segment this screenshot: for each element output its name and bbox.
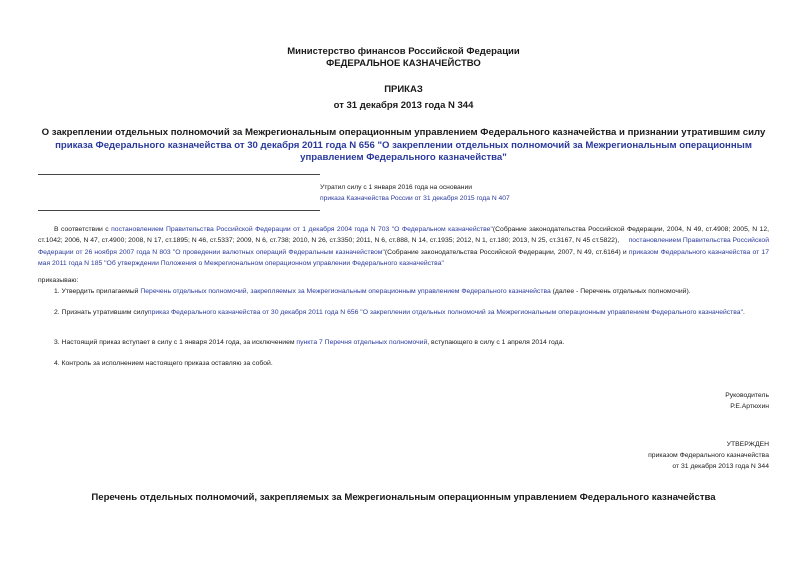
preamble-text-3: (Собрание законодательства Российской Федерации, 2007, N 49, ст.6164) и <box>384 248 629 256</box>
approval-label: УТВЕРЖДЕН <box>726 441 769 448</box>
order-word: приказываю: <box>38 277 79 284</box>
treasury-order-185-link[interactable]: приказом Федерального казначейства от 17 мая 2011 года N 185 "Об утверждении Положения о Межрегиональном операционном управлении Федерального казначейства" <box>38 248 769 267</box>
item-2-text: 2. Признать утратившим силу <box>54 309 148 316</box>
document-title <box>40 127 767 165</box>
item-2 <box>38 307 769 318</box>
annulment-note: Утратил силу с 1 января 2016 года на основании <box>320 184 472 191</box>
item-2-text-end: . <box>743 309 745 316</box>
powers-list-link[interactable]: Перечень отдельных полномочий, закрепляемых за Межрегиональным операционным управлением Федерального казначейства <box>140 288 551 295</box>
preamble-text-2: (Собрание законодательства Российской Федерации, 2004, N 49, ст.4908; 2005, N 12, ст.1042; 2006, N 47, ст.4900; 2008, N 17, ст.1895; N 46, ст.5337; 2009, N 6, ст.738; 2010, N 26, ст.3350; 2011, N 6, ст.888, N 14, ст.1935; 2012, N 1, ст.180; 2013, N 25, ст.3167, N 45 ст.5822), <box>38 226 769 245</box>
preamble-text-1: В соответствии с <box>54 226 112 233</box>
signature-name: Р.Е.Артюхин <box>730 403 769 410</box>
item-4: 4. Контроль за исполнением настоящего приказа оставляю за собой. <box>54 360 273 367</box>
item-1-text: 1. Утвердить прилагаемый <box>54 288 141 295</box>
approval-by: приказом Федерального казначейства <box>648 452 769 459</box>
item-7-link[interactable]: пункта 7 Перечня отдельных полномочий <box>296 339 428 346</box>
ministry-name: Министерство финансов Российской Федерации <box>287 46 520 57</box>
divider-top <box>38 174 320 175</box>
title-annulled-order-link[interactable]: приказа Федерального казначейства от 30 декабря 2011 года N 656 "О закреплении отдельных полномочий за Межрегиональным операционным управлением Федерального казначейства" <box>55 139 752 163</box>
powers-list-title: Перечень отдельных полномочий, закрепляемых за Межрегиональным операционным управлением Федерального казначейства <box>91 492 716 503</box>
approval-date: от 31 декабря 2013 года N 344 <box>672 463 769 470</box>
preamble-paragraph <box>38 224 769 269</box>
annulment-order-link[interactable]: приказа Казначейства России от 31 декабря 2015 года N 407 <box>320 195 510 202</box>
order-656-link[interactable]: приказ Федерального казначейства от 30 декабря 2011 года N 656 "О закреплении отдельных полномочий за Межрегиональным операционным управлением Федерального казначейства" <box>147 309 744 316</box>
item-1-text-end: (далее - Перечень отдельных полномочий). <box>550 288 691 295</box>
item-1 <box>38 286 769 297</box>
document-type: ПРИКАЗ <box>384 84 423 95</box>
divider-bottom <box>38 210 320 211</box>
signature-role: Руководитель <box>725 392 769 399</box>
treasury-name: ФЕДЕРАЛЬНОЕ КАЗНАЧЕЙСТВО <box>326 58 481 69</box>
government-decree-803-link[interactable]: постановлением Правительства Российской Федерации от 26 ноября 2007 года N 803 "О проведении валютных операций Федеральным казначейством" <box>38 237 769 256</box>
item-3-text-end: , вступающего в силу с 1 апреля 2014 года. <box>427 339 565 346</box>
item-3-text: 3. Настоящий приказ вступает в силу с 1 января 2014 года, за исключением <box>54 339 297 346</box>
document-date-number: от 31 декабря 2013 года N 344 <box>333 100 474 111</box>
title-text: О закреплении отдельных полномочий за Межрегиональным операционным управлением Федерального казначейства и признании утратившим силу <box>41 127 766 138</box>
government-decree-703-link[interactable]: постановлением Правительства Российской Федерации от 1 декабря 2004 года N 703 "О Федеральном казначействе" <box>111 226 493 233</box>
item-3 <box>38 337 769 348</box>
